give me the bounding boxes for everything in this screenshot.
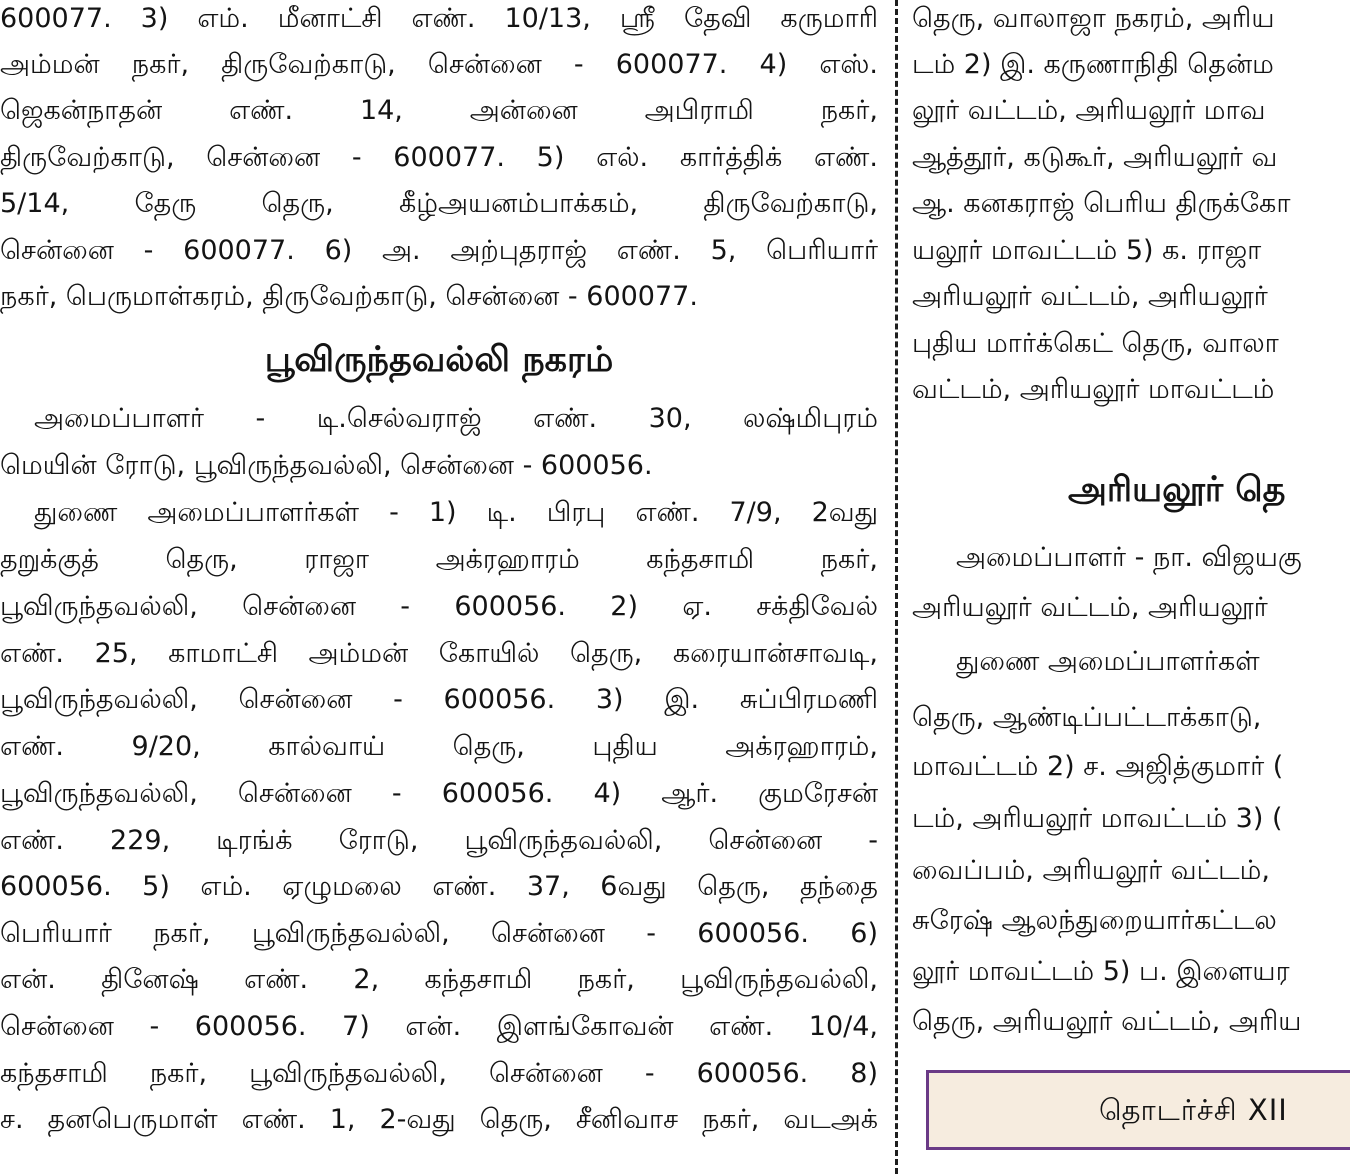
text-line: 600056. 5) எம். ஏழுமலை எண். 37, 6வது தெரு, தந்தை — [0, 871, 878, 902]
text-line: வைப்பம், அரியலூர் வட்டம், — [912, 855, 1270, 886]
section-heading: அரியலூர் தெ — [1068, 470, 1286, 510]
text-line: 5/14, தேரு தெரு, கீழ்அயனம்பாக்கம், திருவேற்காடு, — [0, 188, 878, 219]
text-line: லூர் வட்டம், அரியலூர் மாவ — [912, 95, 1266, 126]
column-divider — [895, 0, 898, 1174]
text-line: நகர், பெருமாள்கரம், திருவேற்காடு, சென்னை - 600077. — [0, 281, 698, 312]
text-line: தெரு, வாலாஜா நகரம், அரிய — [912, 3, 1275, 34]
right-column — [908, 0, 1350, 1174]
text-line: பூவிருந்தவல்லி, சென்னை - 600056. 3) இ. சுப்பிரமணி — [0, 684, 878, 715]
text-line: துணை அமைப்பாளர்கள் - 1) டி. பிரபு எண். 7/9, 2வது — [34, 497, 878, 528]
text-line: பூவிருந்தவல்லி, சென்னை - 600056. 2) ஏ. சக்திவேல் — [0, 591, 878, 622]
text-line: டம் 2) இ. கருணாநிதி தென்ம — [912, 49, 1274, 80]
text-line: கந்தசாமி நகர், பூவிருந்தவல்லி, சென்னை - 600056. 8) — [0, 1058, 878, 1089]
text-line: அமைப்பாளர் - டி.செல்வராஜ் எண். 30, லஷ்மிபுரம் — [34, 403, 878, 434]
text-line: திருவேற்காடு, சென்னை - 600077. 5) எல். கார்த்திக் எண். — [0, 142, 878, 173]
text-line: மாவட்டம் 2) ச. அஜித்குமார் ( — [912, 751, 1284, 782]
continued-notice-box — [926, 1070, 1350, 1150]
text-line: என். தினேஷ் எண். 2, கந்தசாமி நகர், பூவிருந்தவல்லி, — [0, 964, 878, 995]
text-line: அம்மன் நகர், திருவேற்காடு, சென்னை - 600077. 4) எஸ். — [0, 49, 878, 80]
continued-label: தொடர்ச்சி XII — [1099, 1093, 1288, 1127]
text-line: சென்னை - 600077. 6) அ. அற்புதராஜ் எண். 5, பெரியார் — [0, 235, 878, 266]
text-line: 600077. 3) எம். மீனாட்சி எண். 10/13, ஸ்ரீ தேவி கருமாரி — [0, 3, 878, 34]
text-line: வட்டம், அரியலூர் மாவட்டம் — [912, 374, 1275, 405]
text-line: லூர் மாவட்டம் 5) ப. இளையர — [912, 956, 1290, 987]
text-line: அமைப்பாளர் - நா. விஜயகு — [956, 542, 1302, 573]
text-line: தெரு, ஆண்டிப்பட்டாக்காடு, — [912, 702, 1262, 733]
text-line: புதிய மார்க்கெட் தெரு, வாலா — [912, 328, 1279, 359]
text-line: ஜெகன்நாதன் எண். 14, அன்னை அபிராமி நகர், — [0, 95, 878, 126]
text-line: டம், அரியலூர் மாவட்டம் 3) ( — [912, 803, 1283, 834]
text-line: அரியலூர் வட்டம், அரியலூர் — [912, 281, 1268, 312]
text-line: எண். 9/20, கால்வாய் தெரு, புதிய அக்ரஹாரம், — [0, 731, 878, 762]
text-line: யலூர் மாவட்டம் 5) க. ராஜா — [912, 235, 1262, 266]
text-line: தறுக்குத் தெரு, ராஜா அக்ரஹாரம் கந்தசாமி நகர், — [0, 544, 878, 575]
text-line: சுரேஷ் ஆலந்துறையார்கட்டல — [912, 905, 1277, 936]
section-heading: பூவிருந்தவல்லி நகரம் — [264, 340, 614, 380]
text-line: தெரு, அரியலூர் வட்டம், அரிய — [912, 1006, 1302, 1037]
text-line: அரியலூர் வட்டம், அரியலூர் — [912, 592, 1268, 623]
text-line: துணை அமைப்பாளர்கள் — [956, 646, 1260, 677]
text-line: பெரியார் நகர், பூவிருந்தவல்லி, சென்னை - 600056. 6) — [0, 918, 878, 949]
text-line: ஆத்தூர், கடுகூர், அரியலூர் வ — [912, 142, 1278, 173]
text-line: எண். 229, டிரங்க் ரோடு, பூவிருந்தவல்லி, சென்னை - — [0, 825, 878, 856]
text-line: பூவிருந்தவல்லி, சென்னை - 600056. 4) ஆர். குமரேசன் — [0, 778, 878, 809]
text-line: மெயின் ரோடு, பூவிருந்தவல்லி, சென்னை - 600056. — [0, 450, 653, 481]
text-line: எண். 25, காமாட்சி அம்மன் கோயில் தெரு, கரையான்சாவடி, — [0, 638, 878, 669]
text-line: ஆ. கனகராஜ் பெரிய திருக்கோ — [912, 188, 1291, 219]
text-line: ச. தனபெருமாள் எண். 1, 2-வது தெரு, சீனிவாச நகர், வடஅக் — [0, 1104, 878, 1135]
text-line: சென்னை - 600056. 7) என். இளங்கோவன் எண். 10/4, — [0, 1011, 878, 1042]
